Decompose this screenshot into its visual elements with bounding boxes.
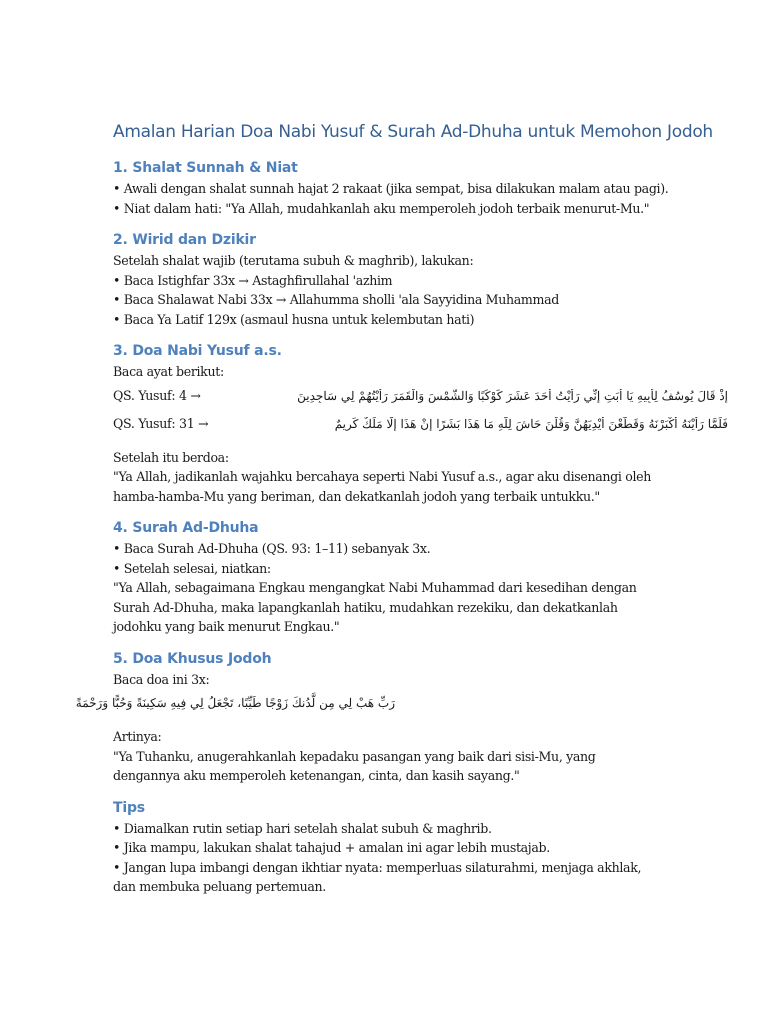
bullet-line: • Setelah selesai, niatkan: [113,560,271,576]
section-heading: 4. Surah Ad-Dhuha [113,520,259,536]
arabic-verse: إِذْ قَالَ يُوسُفُ لِأَبِيهِ يَا أَبَتِ إِنِّي رَأَيْتُ أَحَدَ عَشَرَ كَوْكَبًا وَالشَّمْسَ وَالْقَمَرَ رَأَيْتُهُمْ لِي سَاجِدِينَ [297,388,728,403]
bullet-line: • Baca Ya Latif 129x (asmaul husna untuk kelembutan hati) [113,311,475,327]
section-shalat-sunnah [113,160,728,218]
prayer-text: "Ya Allah, sebagaimana Engkau mengangkat Nabi Muhammad dari kesedihan dengan Surah Ad-Dhuha, maka lapangkanlah hatiku, mudahkan rezekiku, dan dekatkanlah jodohku yang baik menurut Engkau." [113,580,637,634]
text-line: Artinya: [113,729,162,744]
bullet-line: • Niat dalam hati: "Ya Allah, mudahkanlah aku memperoleh jodoh terbaik menurut-Mu." [113,200,650,216]
arabic-verse: فَلَمَّا رَأَيْنَهُ أَكْبَرْنَهُ وَقَطَّعْنَ أَيْدِيَهُنَّ وَقُلْنَ حَاشَ لِلَّهِ مَا هَذَا بَشَرًا إِنْ هَذَا إِلَّا مَلَكٌ كَرِيمٌ [334,416,728,431]
bullet-line: • Baca Surah Ad-Dhuha (QS. 93: 1–11) sebanyak 3x. [113,541,431,556]
section-heading: Tips [113,799,145,816]
section-heading: 2. Wirid dan Dzikir [113,232,256,248]
translation-text: "Ya Tuhanku, anugerahkanlah kepadaku pasangan yang baik dari sisi-Mu, yang dengannya aku memperoleh ketenangan, cinta, dan kasih sayang." [113,748,596,783]
bullet-line: • Baca Shalawat Nabi 33x → Allahumma sholli 'ala Sayyidina Muhammad [113,292,559,307]
bullet-line: • Diamalkan rutin setiap hari setelah shalat subuh & maghrib. [113,820,492,836]
bullet-line: • Baca Istighfar 33x → Astaghfirullahal 'azhim [113,272,393,288]
text-line: Setelah itu berdoa: [113,449,229,465]
verse-row-yusuf-4 [113,382,728,410]
text-line: Baca doa ini 3x: [113,671,210,687]
bullet-line: • Jangan lupa imbangi dengan ikhtiar nyata: memperluas silaturahmi, menjaga akhlak, dan membuka peluang pertemuan. [113,859,642,894]
text-line: Setelah shalat wajib (terutama subuh & maghrib), lakukan: [113,253,474,268]
section-heading: 1. Shalat Sunnah & Niat [113,160,298,176]
section-doa-nabi-yusuf [113,343,728,506]
verse-reference: QS. Yusuf: 31 → [113,416,209,431]
bullet-line: • Jika mampu, lakukan shalat tahajud + amalan ini agar lebih mustajab. [113,840,550,855]
bullet-line: • Awali dengan shalat sunnah hajat 2 rakaat (jika sempat, bisa dilakukan malam atau pagi). [113,181,669,196]
section-heading: 5. Doa Khusus Jodoh [113,650,272,667]
verse-reference: QS. Yusuf: 4 → [113,388,201,403]
document-title: Amalan Harian Doa Nabi Yusuf & Surah Ad-Dhuha untuk Memohon Jodoh [113,122,713,142]
section-surah-ad-dhuha [113,520,728,637]
text-line: Baca ayat berikut: [113,364,224,379]
verse-row-yusuf-31 [113,410,728,438]
section-tips [113,800,728,897]
section-doa-khusus-jodoh [75,650,728,786]
section-wirid-dzikir [113,232,728,329]
prayer-text: "Ya Allah, jadikanlah wajahku bercahaya seperti Nabi Yusuf a.s., agar aku disenangi oleh hamba-hamba-Mu yang beriman, dan dekatkanlah jodoh yang terbaik untukku." [113,469,651,504]
arabic-prayer: رَبِّ هَبْ لِي مِن لَّدُنكَ زَوْجًا طَيِّبًا، تَجْعَلُ لِي فِيهِ سَكِينَةً وَحُبًّا وَرَحْمَةً [75,696,395,710]
section-heading: 3. Doa Nabi Yusuf a.s. [113,343,282,359]
